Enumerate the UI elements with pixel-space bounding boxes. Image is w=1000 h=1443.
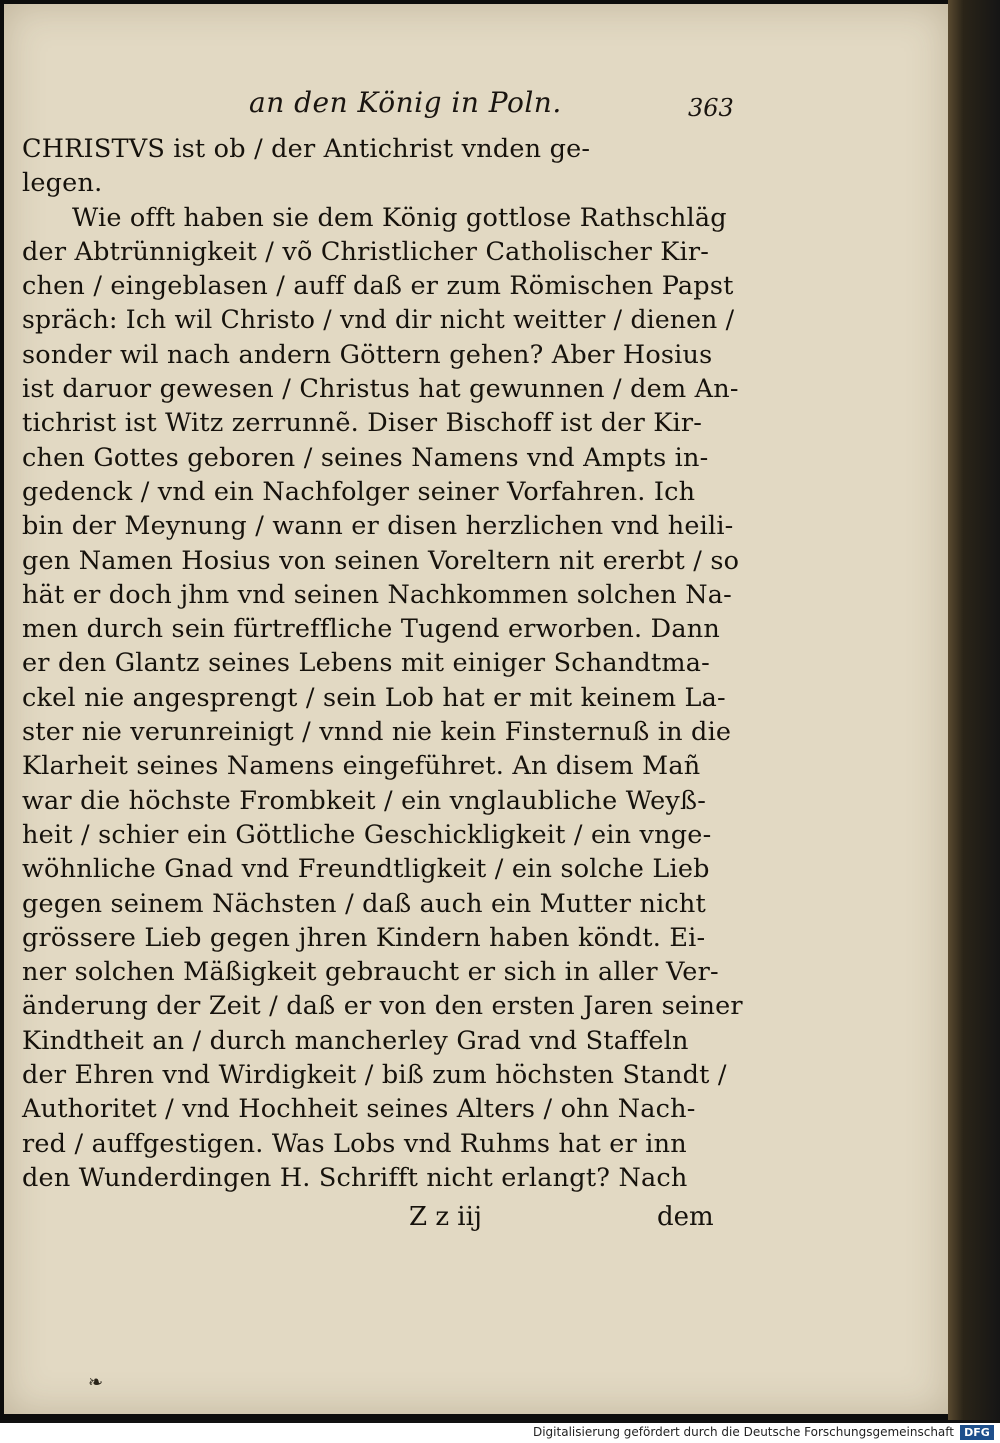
text-line: änderung der Zeit / daß er von den ersten Jaren seiner	[22, 991, 743, 1022]
signature-catchword-row	[409, 1202, 729, 1238]
text-line: heit / schier ein Göttliche Geschickligkeit / ein vnge-	[22, 819, 712, 850]
text-line: er den Glantz seines Lebens mit einiger Schandtma-	[22, 648, 710, 679]
ornament-icon: ❧	[88, 1372, 104, 1393]
text-line: gegen seinem Nächsten / daß auch ein Mutter nicht	[22, 888, 706, 919]
text-line: gen Namen Hosius von seinen Voreltern nit ererbt / so	[22, 545, 740, 576]
text-line: der Abtrünnigkeit / võ Christlicher Catholischer Kir-	[22, 236, 710, 267]
text-line: ckel nie angesprengt / sein Lob hat er mit keinem La-	[22, 682, 726, 713]
text-line: sonder wil nach andern Göttern gehen? Aber Hosius	[22, 339, 713, 370]
text-line: bin der Meynung / wann er disen herzlichen vnd heili-	[22, 511, 734, 542]
text-line: red / auffgestigen. Was Lobs vnd Ruhms hat er inn	[22, 1128, 687, 1159]
text-line: hät er doch jhm vnd seinen Nachkommen solchen Na-	[22, 579, 732, 610]
text-line: ner solchen Mäßigkeit gebraucht er sich in aller Ver-	[22, 957, 719, 988]
footer-bar	[0, 1423, 1000, 1443]
text-line: tichrist ist Witz zerrunnẽ. Diser Bischoff ist der Kir-	[22, 408, 703, 439]
text-line: gedenck / vnd ein Nachfolger seiner Vorfahren. Ich	[22, 476, 696, 507]
text-line: wöhnliche Gnad vnd Freundtligkeit / ein solche Lieb	[22, 854, 710, 885]
text-line: den Wunderdingen H. Schrifft nicht erlangt? Nach	[22, 1162, 688, 1193]
text-line: grössere Lieb gegen jhren Kindern haben köndt. Ei-	[22, 922, 706, 953]
text-line: ster nie verunreinigt / vnnd nie kein Finsternuß in die	[22, 717, 732, 748]
text-line: spräch: Ich wil Christo / vnd dir nicht weitter / dienen /	[22, 305, 735, 335]
text-line: men durch sein fürtreffliche Tugend erworben. Dann	[22, 614, 720, 645]
text-line: der Ehren vnd Wirdigkeit / biß zum höchsten Standt /	[22, 1060, 727, 1091]
dfg-logo-icon: DFG	[960, 1425, 994, 1440]
footer-credit: Digitalisierung gefördert durch die Deutsche Forschungsgemeinschaft	[532, 1425, 954, 1439]
text-line: Authoritet / vnd Hochheit seines Alters / ohn Nach-	[22, 1094, 696, 1125]
running-head: an den König in Poln.	[249, 86, 562, 119]
text-line: chen Gottes geboren / seines Namens vnd Ampts in-	[22, 442, 709, 473]
text-line: legen.	[22, 168, 103, 199]
text-line: ist daruor gewesen / Christus hat gewunnen / dem An-	[22, 374, 739, 405]
book-page	[4, 4, 948, 1414]
page-number: 363	[688, 94, 734, 122]
text-line: Wie offt haben sie dem König gottlose Rathschläg	[72, 202, 727, 233]
text-line: Kindtheit an / durch mancherley Grad vnd Staffeln	[22, 1025, 689, 1056]
catchword: dem	[657, 1202, 714, 1232]
text-line: Klarheit seines Namens eingeführet. An disem Mañ	[22, 751, 701, 782]
text-line: CHRISTVS ist ob / der Antichrist vnden ge-	[22, 134, 591, 164]
body-text	[22, 132, 744, 1195]
page-edge-shadow	[948, 0, 1000, 1420]
text-line: chen / eingeblasen / auff daß er zum Römischen Papst	[22, 271, 734, 302]
signature-mark: Z z iij	[409, 1202, 482, 1232]
text-line: war die höchste Frombkeit / ein vnglaubliche Weyß-	[22, 785, 707, 816]
